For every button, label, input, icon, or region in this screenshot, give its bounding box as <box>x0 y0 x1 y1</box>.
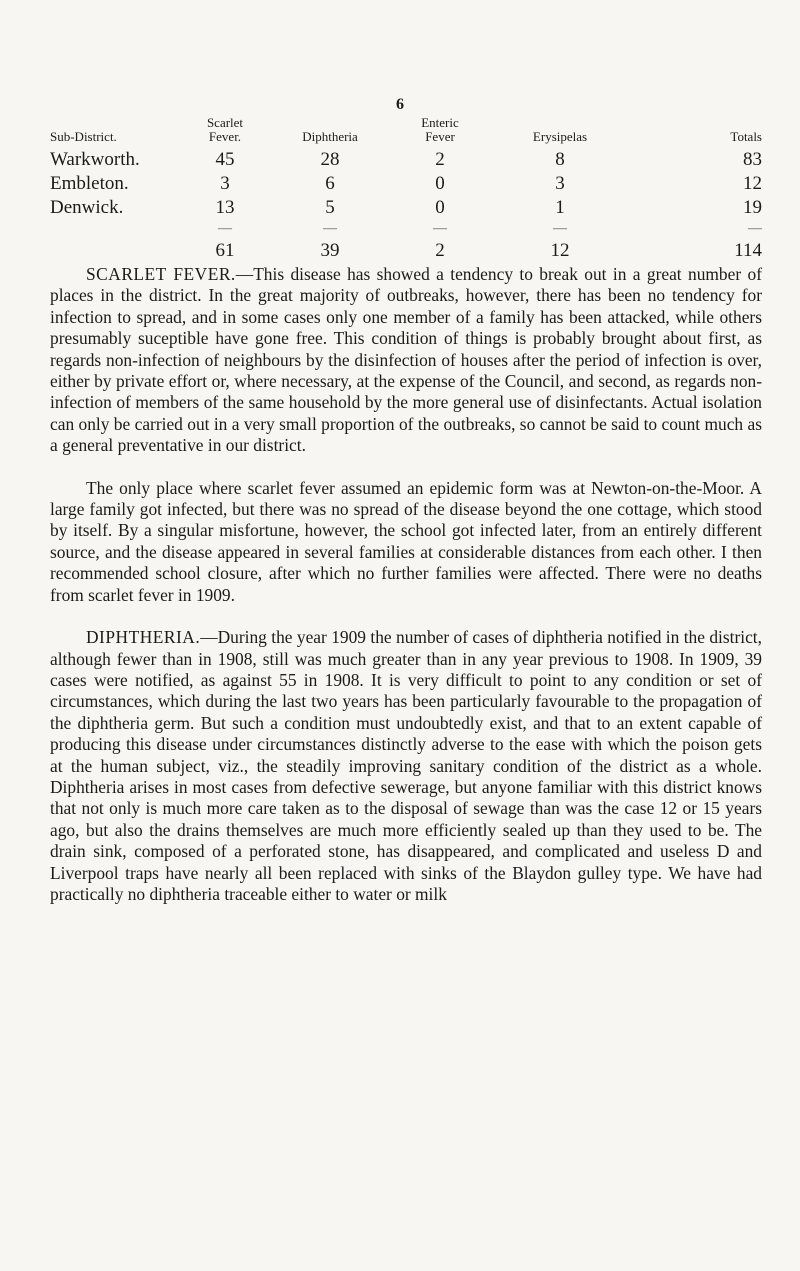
table-header-row <box>50 116 762 148</box>
paragraph-text: —During the year 1909 the number of cases of diphtheria notified in the district, although fewer than in 1908, still was much greater than in any year previous to 1908. In 1909, 39 cases were notified, as against 55 in 1908. It is very difficult to point to any condition or set of circumstances, which during the last two years has been particularly favourable to the propagation of the diphtheria germ. But such a condition must undoubtedly exist, and that to an extent capable of producing this disease under circumstances distinctly adverse to the ease with which the poison gets at the human subject, viz., the steadily improving sanitary condition of the district as a whole. Diphtheria arises in most cases from defective sewerage, but anyone familiar with this district knows that not only is much more care taken as to the disposal of sewage than was the case 12 or 15 years ago, but also the drains themselves are much more efficiently sealed up than they used to be. The drain sink, composed of a perforated stone, has disappeared, and complicated and useless D and Liverpool traps have nearly all been replaced with sinks of the Blaydon gulley type. We have had practically no diphtheria traceable either to water or milk <box>50 627 762 904</box>
paragraph-diphtheria <box>50 627 762 905</box>
cell-enteric: 0 <box>435 173 445 194</box>
header-scarlet-fever: Scarlet Fever. <box>206 115 244 144</box>
row-name: Denwick. <box>50 197 124 218</box>
header-diphtheria: Diphtheria <box>302 129 358 144</box>
rule-mark: — <box>218 221 232 236</box>
header-erysipelas: Erysipelas <box>532 129 588 144</box>
table-row <box>50 196 762 220</box>
cell-total: 12 <box>743 173 762 194</box>
table-row <box>50 148 762 172</box>
section-heading-scarlet-fever: SCARLET FEVER. <box>86 264 236 284</box>
total-enteric: 2 <box>435 240 445 261</box>
rule-mark: — <box>323 221 337 236</box>
cell-diphtheria: 28 <box>320 149 340 170</box>
header-sub-district: Sub-District. <box>50 129 117 144</box>
section-heading-diphtheria: DIPHTHERIA. <box>86 627 201 648</box>
rule-mark: — <box>748 221 762 236</box>
table-totals-row <box>50 238 762 264</box>
cell-enteric: 0 <box>435 197 445 218</box>
cell-enteric: 2 <box>435 149 445 170</box>
cell-diphtheria: 5 <box>325 197 335 218</box>
header-enteric-fever: Enteric Fever <box>421 115 459 144</box>
total-scarlet: 61 <box>215 240 235 261</box>
table-rule-row <box>50 220 762 238</box>
cell-total: 83 <box>743 149 762 170</box>
paragraph-scarlet-epidemic: The only place where scarlet fever assumed an epidemic form was at Newton-on-the-Moor. A large family got infected, but there was no spread of the disease beyond the one cottage, which stood by itself. By a singular misfortune, however, the school got infected later, from an entirely different source, and the disease appeared in several families at considerable distances from each other. I then recommended school closure, after which no further families were affected. There were no deaths from scarlet fever in 1909. <box>50 477 762 605</box>
total-erysipelas: 12 <box>550 240 570 261</box>
cell-erysipelas: 3 <box>555 173 565 194</box>
rule-mark: — <box>433 221 447 236</box>
total-diphtheria: 39 <box>320 240 340 261</box>
row-name: Embleton. <box>50 173 129 194</box>
page-number: 6 <box>396 96 404 113</box>
disease-cases-table <box>50 116 762 264</box>
table-row <box>50 172 762 196</box>
total-all: 114 <box>734 240 762 261</box>
cell-diphtheria: 6 <box>325 173 335 194</box>
row-name: Warkworth. <box>50 149 140 170</box>
paragraph-scarlet-fever <box>50 264 762 457</box>
cell-scarlet: 13 <box>215 197 235 218</box>
paragraph-text: —This disease has showed a tendency to break out in a great number of places in the district. In the great majority of outbreaks, however, there has been no tendency for infection to spread, and in some cases only one member of a family has been attacked, while others presumably suceptible have gone free. This condition of things is probably brought about first, as regards non-infection of neighbours by the disinfection of houses after the period of infection is over, either by private effort or, where necessary, at the expense of the Council, and second, as regards non-infection of members of the same household by the more general use of disinfectants. Actual isolation can only be carried out in a very small proportion of the outbreaks, so cannot be said to count much as a general preventative in our district. <box>50 264 763 456</box>
rule-mark: — <box>553 221 567 236</box>
cell-scarlet: 45 <box>215 149 235 170</box>
header-totals: Totals <box>730 129 762 144</box>
cell-erysipelas: 1 <box>555 197 565 218</box>
report-body <box>50 264 762 926</box>
cell-total: 19 <box>743 197 762 218</box>
cell-scarlet: 3 <box>220 173 230 194</box>
cell-erysipelas: 8 <box>555 149 565 170</box>
